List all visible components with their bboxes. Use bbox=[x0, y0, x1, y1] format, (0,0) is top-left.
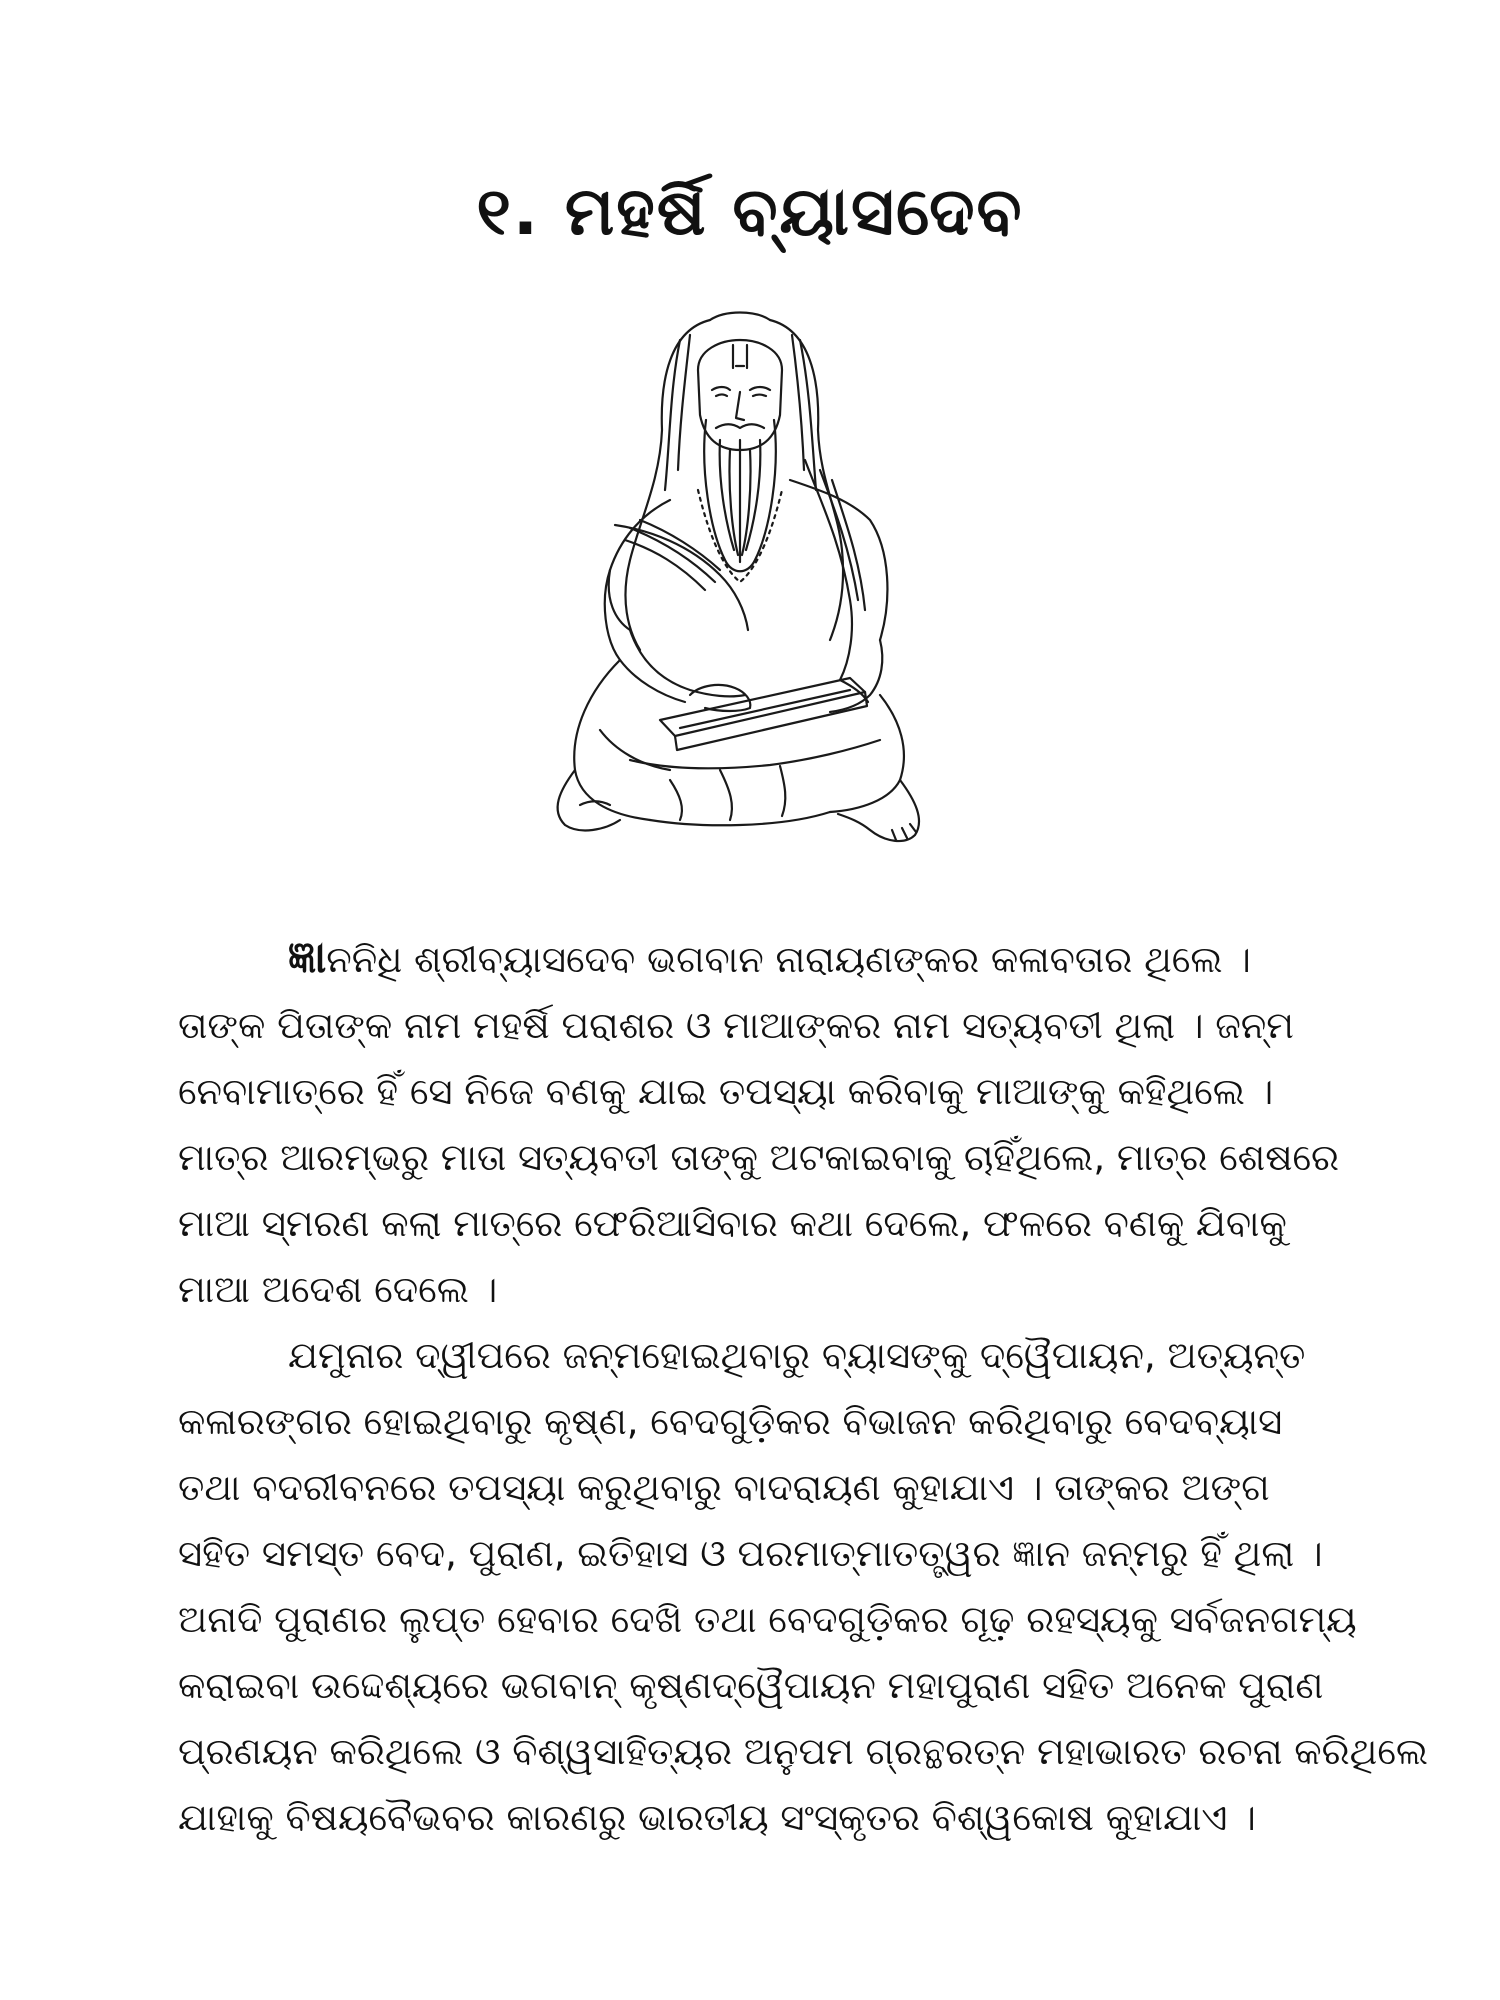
paragraph-1-line-1 bbox=[178, 925, 1318, 993]
paragraph-2-line-4: ସହିତ ସମସ୍ତ ବେଦ, ପୁରାଣ, ଇତିହାସ ଓ ପରମାତ୍ମାତତ୍ତ୍ୱର ଜ୍ଞାନ ଜନ୍ମରୁ ହିଁ ଥିଲା । bbox=[178, 1532, 1323, 1575]
paragraph-1-line-6: ମାଆ ଅଦେଶ ଦେଲେ । bbox=[178, 1268, 498, 1311]
page-title: ୧. ମହର୍ଷି ବ୍ୟାସଦେବ bbox=[476, 173, 1024, 250]
paragraph-1-line-5: ମାଆ ସ୍ମରଣ କଲା ମାତ୍ରେ ଫେରିଆସିବାର କଥା ଦେଲେ, ଫଳରେ ବଣକୁ ଯିବାକୁ bbox=[178, 1202, 1287, 1245]
paragraph-2-line-2: କଳାରଙ୍ଗର ହୋଇଥିବାରୁ କୃଷ୍ଣ, ବେଦଗୁଡ଼ିକର ବିଭାଜନ କରିଥିବାରୁ ବେଦବ୍ୟାସ bbox=[178, 1400, 1283, 1443]
paragraph-2-line-5: ଅନାଦି ପୁରାଣର ଲୁପ୍ତ ହେବାର ଦେଖି ତଥା ବେଦଗୁଡ଼ିକର ଗୂଢ଼ ରହସ୍ୟକୁ ସର୍ବଜନଗମ୍ୟ bbox=[178, 1598, 1357, 1641]
drop-cap: ଜ୍ଞା bbox=[288, 932, 327, 983]
paragraph-2-line-7: ପ୍ରଣୟନ କରିଥିଲେ ଓ ବିଶ୍ୱସାହିତ୍ୟର ଅନୁପମ ଗ୍ରନ୍ଥରତ୍ନ ମହାଭାରତ ରଚନା କରିଥିଲେ bbox=[178, 1730, 1429, 1773]
paragraph-2-line-1: ଯମୁନାର ଦ୍ୱୀପରେ ଜନ୍ମହୋଇଥିବାରୁ ବ୍ୟାସଙ୍କୁ ଦ୍ୱୈପାୟନ, ଅତ୍ୟନ୍ତ bbox=[288, 1334, 1306, 1377]
paragraph-2-line-8: ଯାହାକୁ ବିଷୟବୈଭବର କାରଣରୁ ଭାରତୀୟ ସଂସ୍କୃତର ବିଶ୍ୱକୋଷ କୁହାଯାଏ । bbox=[178, 1796, 1256, 1839]
sage-writing-illustration bbox=[520, 300, 980, 860]
paragraph-1-line-2: ତାଙ୍କ ପିତାଙ୍କ ନାମ ମହର୍ଷି ପରାଶର ଓ ମାଆଙ୍କର ନାମ ସତ୍ୟବତୀ ଥିଲା । ଜନ୍ମ bbox=[178, 1004, 1294, 1047]
paragraph-2-line-6: କରାଇବା ଉଦ୍ଦେଶ୍ୟରେ ଭଗବାନ୍ କୃଷ୍ଣଦ୍ୱୈପାୟନ ମହାପୁରାଣ ସହିତ ଅନେକ ପୁରାଣ bbox=[178, 1664, 1324, 1707]
body-text bbox=[178, 925, 1429, 1851]
paragraph-1-line-4: ମାତ୍ର ଆରମ୍ଭରୁ ମାତା ସତ୍ୟବତୀ ତାଙ୍କୁ ଅଟକାଇବାକୁ ଚାହିଁଥିଲେ, ମାତ୍ର ଶେଷରେ bbox=[178, 1136, 1340, 1179]
paragraph-1-line-1-text: ନନିଧି ଶ୍ରୀବ୍ୟାସଦେବ ଭଗବାନ ନାରାୟଣଙ୍କର କଳାବତାର ଥିଲେ । bbox=[326, 938, 1251, 981]
paragraph-1-line-3: ନେବାମାତ୍ରେ ହିଁ ସେ ନିଜେ ବଣକୁ ଯାଇ ତପସ୍ୟା କରିବାକୁ ମାଆଙ୍କୁ କହିଥିଲେ । bbox=[178, 1070, 1274, 1113]
paragraph-2-line-3: ତଥା ବଦରୀବନରେ ତପସ୍ୟା କରୁଥିବାରୁ ବାଦରାୟଣ କୁହାଯାଏ । ତାଙ୍କର ଅଙ୍ଗ bbox=[178, 1466, 1270, 1509]
